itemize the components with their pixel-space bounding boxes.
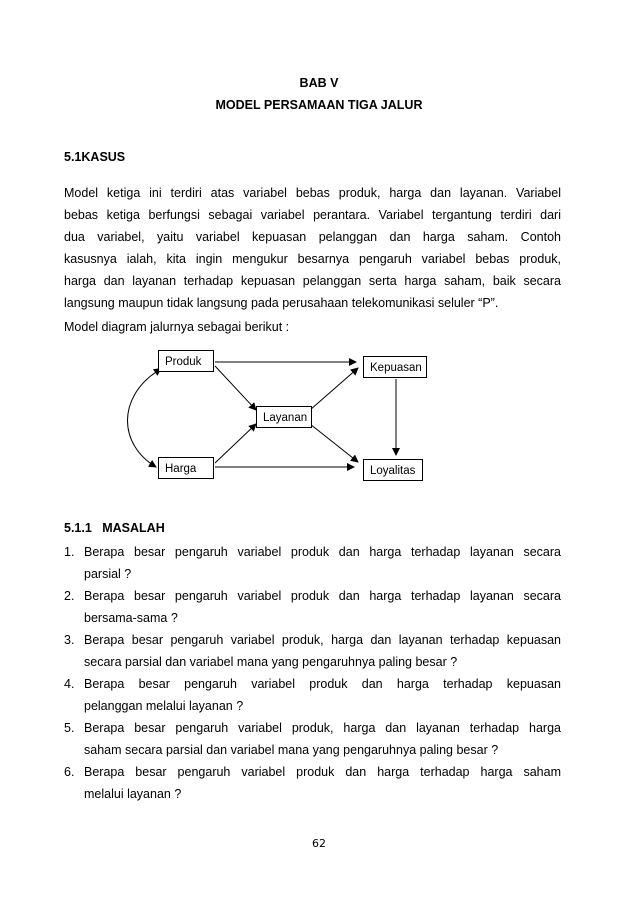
list-line: Berapa besar pengaruh variabel produk, harga dan layanan terhadap kepuasan <box>84 633 561 647</box>
list-line: pelanggan melalui layanan ? <box>84 699 244 713</box>
list-number: 1. <box>64 545 75 559</box>
paragraph-line: kasusnya ialah, kita ingin mengukur besarnya pengaruh variabel bebas produk, <box>64 252 561 266</box>
list-text <box>84 717 561 761</box>
list-line: parsial ? <box>84 567 132 581</box>
list-number: 2. <box>64 589 75 603</box>
diagram-intro: Model diagram jalurnya sebagai berikut : <box>64 320 290 334</box>
paragraph-line: langsung maupun tidak langsung pada perusahaan telekomunikasi seluler “P”. <box>64 296 499 310</box>
list-line: saham secara parsial dan variabel mana yang pengaruhnya paling besar ? <box>84 743 499 757</box>
list-text <box>84 629 561 673</box>
page-number: 62 <box>312 837 326 850</box>
subsection-heading <box>64 521 165 535</box>
list-number: 5. <box>64 721 75 735</box>
chapter-label: BAB V <box>299 76 339 90</box>
node-harga: Harga <box>158 457 214 479</box>
list-line: bersama-sama ? <box>84 611 178 625</box>
list-text <box>84 585 561 629</box>
list-text <box>84 761 561 805</box>
list-line: Berapa besar pengaruh variabel produk dan harga terhadap layanan secara <box>84 589 561 603</box>
arrow-produk-harga-correlation <box>128 372 157 467</box>
paragraph-line: harga dan layanan terhadap kepuasan pelanggan serta harga saham, baik secara <box>64 274 561 288</box>
list-line: Berapa besar pengaruh variabel produk dan harga terhadap layanan secara <box>84 545 561 559</box>
list-line: Berapa besar pengaruh variabel produk dan harga terhadap kepuasan <box>84 677 561 691</box>
list-line: Berapa besar pengaruh variabel produk dan harga terhadap harga saham <box>84 765 561 779</box>
paragraph-line: Model ketiga ini terdiri atas variabel bebas produk, harga dan layanan. Variabel <box>64 186 561 200</box>
list-number: 6. <box>64 765 75 779</box>
arrow-produk-layanan <box>215 366 256 410</box>
arrow-layanan-loyalitas <box>310 424 358 462</box>
node-kepuasan: Kepuasan <box>363 356 427 378</box>
list-line: Berapa besar pengaruh variabel produk, harga dan layanan terhadap harga <box>84 721 561 735</box>
arrow-layanan-kepuasan <box>310 368 358 410</box>
list-text <box>84 541 561 585</box>
node-loyalitas: Loyalitas <box>363 459 423 481</box>
list-text <box>84 673 561 717</box>
list-line: melalui layanan ? <box>84 787 182 801</box>
chapter-title: MODEL PERSAMAAN TIGA JALUR <box>215 98 423 112</box>
node-produk: Produk <box>158 350 214 372</box>
paragraph-line: dua variabel, yaitu variabel kepuasan pelanggan dan harga saham. Contoh <box>64 230 561 244</box>
list-line: secara parsial dan variabel mana yang pengaruhnya paling besar ? <box>84 655 458 669</box>
section-number: 5.1 <box>64 150 82 164</box>
section-title: KASUS <box>81 150 126 164</box>
paragraph-line: bebas ketiga berfungsi sebagai variabel perantara. Variabel tergantung terdiri dari <box>64 208 561 222</box>
list-number: 3. <box>64 633 75 647</box>
arrow-harga-layanan <box>215 424 256 463</box>
node-layanan: Layanan <box>256 406 312 428</box>
subsection-title: MASALAH <box>102 521 165 535</box>
list-number: 4. <box>64 677 75 691</box>
subsection-number: 5.1.1 <box>64 521 92 535</box>
